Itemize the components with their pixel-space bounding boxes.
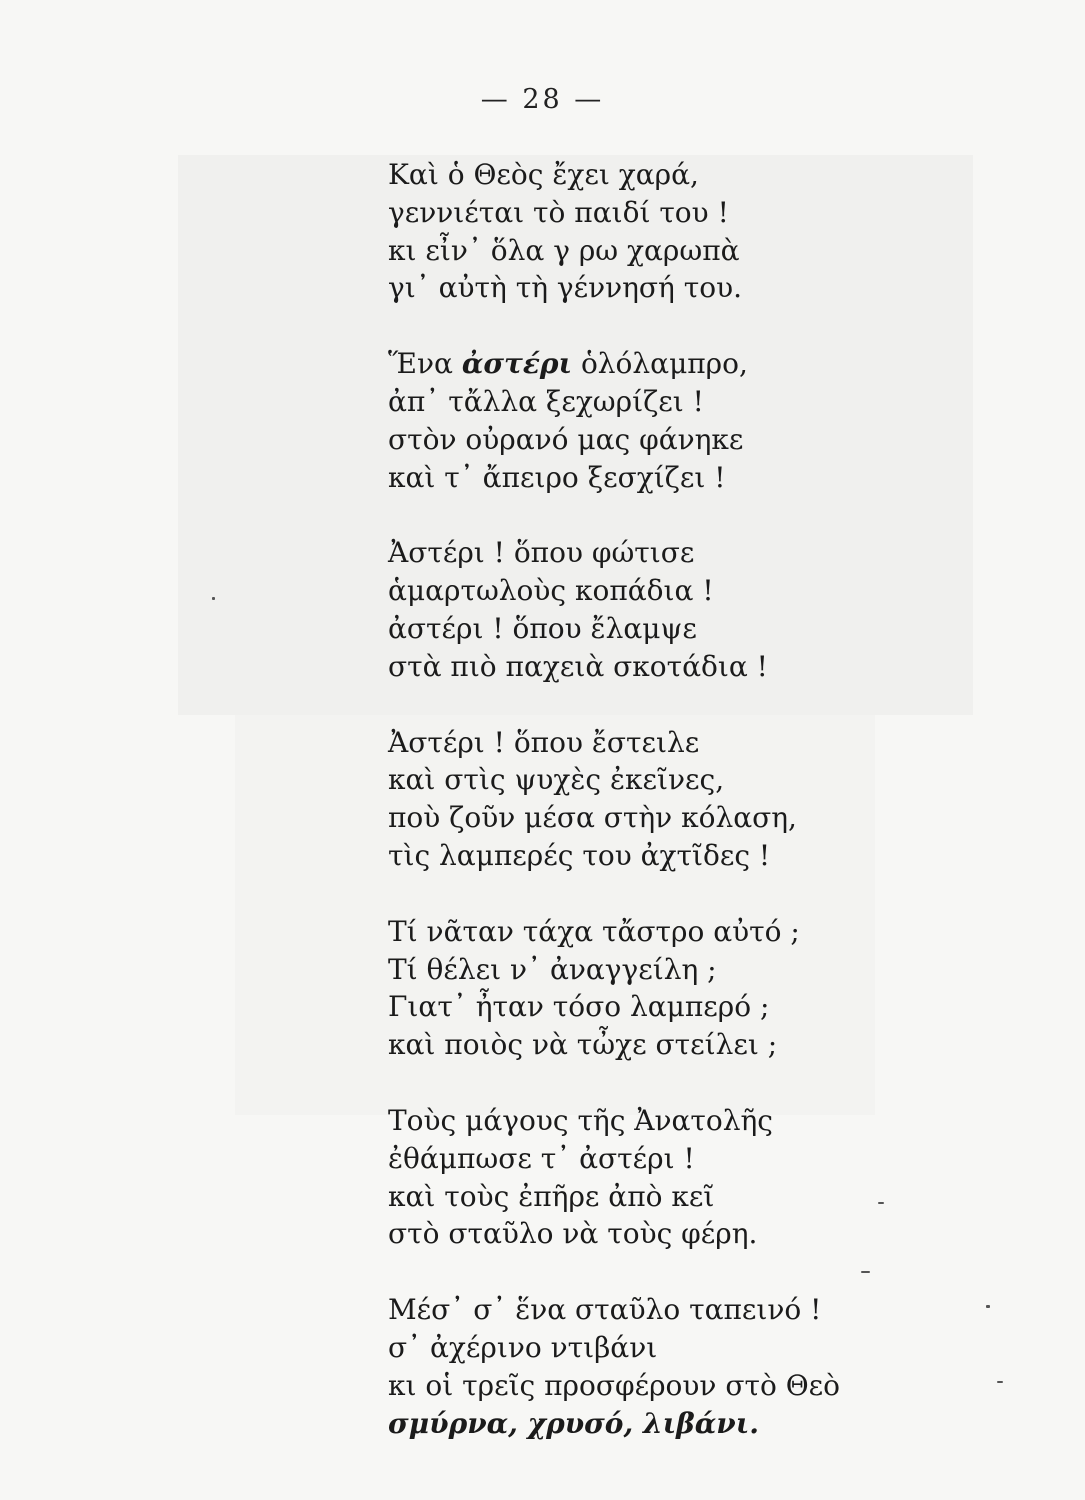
poem-line: καὶ τ᾽ ἄπειρο ξεσχίζει ! (388, 460, 726, 494)
poem-line: γι᾽ αὐτὴ τὴ γέννησή του. (388, 271, 742, 305)
poem-line: σ᾽ ἀχέρινο ντιβάνι (388, 1330, 658, 1364)
poem-line: Ἀστέρι ! ὅπου ἔστειλε (388, 725, 700, 759)
stanza-1 (388, 156, 948, 307)
stanza-3 (388, 534, 948, 685)
stanza-6 (388, 1102, 948, 1253)
poem-final-line: σμύρνα, χρυσό, λιβάνι. (388, 1406, 759, 1440)
emphasized-word: ἀστέρι (461, 347, 573, 381)
scan-speck (861, 1271, 870, 1273)
poem-line: Καὶ ὁ Θεὸς ἔχει χαρά, (388, 158, 699, 191)
poem-line: καὶ στὶς ψυχὲς ἐκεῖνες, (388, 763, 725, 797)
scan-speck (212, 597, 215, 600)
poem-line: ποὺ ζοῦν μέσα στὴν κόλαση, (388, 801, 797, 835)
poem-line: Γιατ᾽ ἦταν τόσο λαμπερό ; (388, 990, 770, 1024)
stanza-7 (388, 1291, 948, 1442)
poem-line (388, 345, 948, 383)
poem-line-text: ὁλόλαμπρο, (572, 347, 748, 381)
stanza-2 (388, 345, 948, 496)
poem-line: ἐθάμπωσε τ᾽ ἀστέρι ! (388, 1141, 695, 1175)
poem-line: ἀστέρι ! ὅπου ἔλαμψε (388, 611, 697, 645)
poem-line: κι εἶν᾽ ὅλα γ ρω χαρωπὰ (388, 233, 740, 267)
poem-line: ἀπ᾽ τἄλλα ξεχωρίζει ! (388, 384, 704, 418)
stanza-5 (388, 913, 948, 1064)
poem-line: καὶ ποιὸς νὰ τὦχε στείλει ; (388, 1028, 778, 1062)
poem-line: τὶς λαμπερές του ἀχτῖδες ! (388, 838, 771, 872)
poem-line: στὰ πιὸ παχειὰ σκοτάδια ! (388, 649, 768, 683)
poem-line: Τί νᾶταν τάχα τἄστρο αὐτό ; (388, 914, 800, 948)
scan-speck (997, 1381, 1003, 1383)
poem-line: Τοὺς μάγους τῆς Ἀνατολῆς (388, 1103, 773, 1137)
poem-line: κι οἱ τρεῖς προσφέρουν στὸ Θεὸ (388, 1368, 841, 1402)
poem-line: στὸν οὐρανό μας φάνηκε (388, 422, 744, 456)
scan-speck (986, 1305, 990, 1308)
scan-speck (878, 1202, 884, 1204)
poem (388, 156, 948, 1480)
page-number: — 28 — (480, 84, 605, 115)
poem-line: Ἀστέρι ! ὅπου φώτισε (388, 536, 695, 570)
poem-line: γεννιέται τὸ παιδί του ! (388, 195, 729, 229)
poem-line: καὶ τοὺς ἐπῆρε ἀπὸ κεῖ (388, 1179, 715, 1213)
poem-line: Τί θέλει ν᾽ ἀναγγείλη ; (388, 952, 717, 986)
poem-line: ἁμαρτωλοὺς κοπάδια ! (388, 574, 714, 608)
poem-line: Μέσ᾽ σ᾽ ἕνα σταῦλο ταπεινό ! (388, 1293, 822, 1327)
stanza-4 (388, 724, 948, 875)
poem-line-text: Ἕνα (388, 347, 462, 381)
poem-line: στὸ σταῦλο νὰ τοὺς φέρη. (388, 1217, 758, 1251)
